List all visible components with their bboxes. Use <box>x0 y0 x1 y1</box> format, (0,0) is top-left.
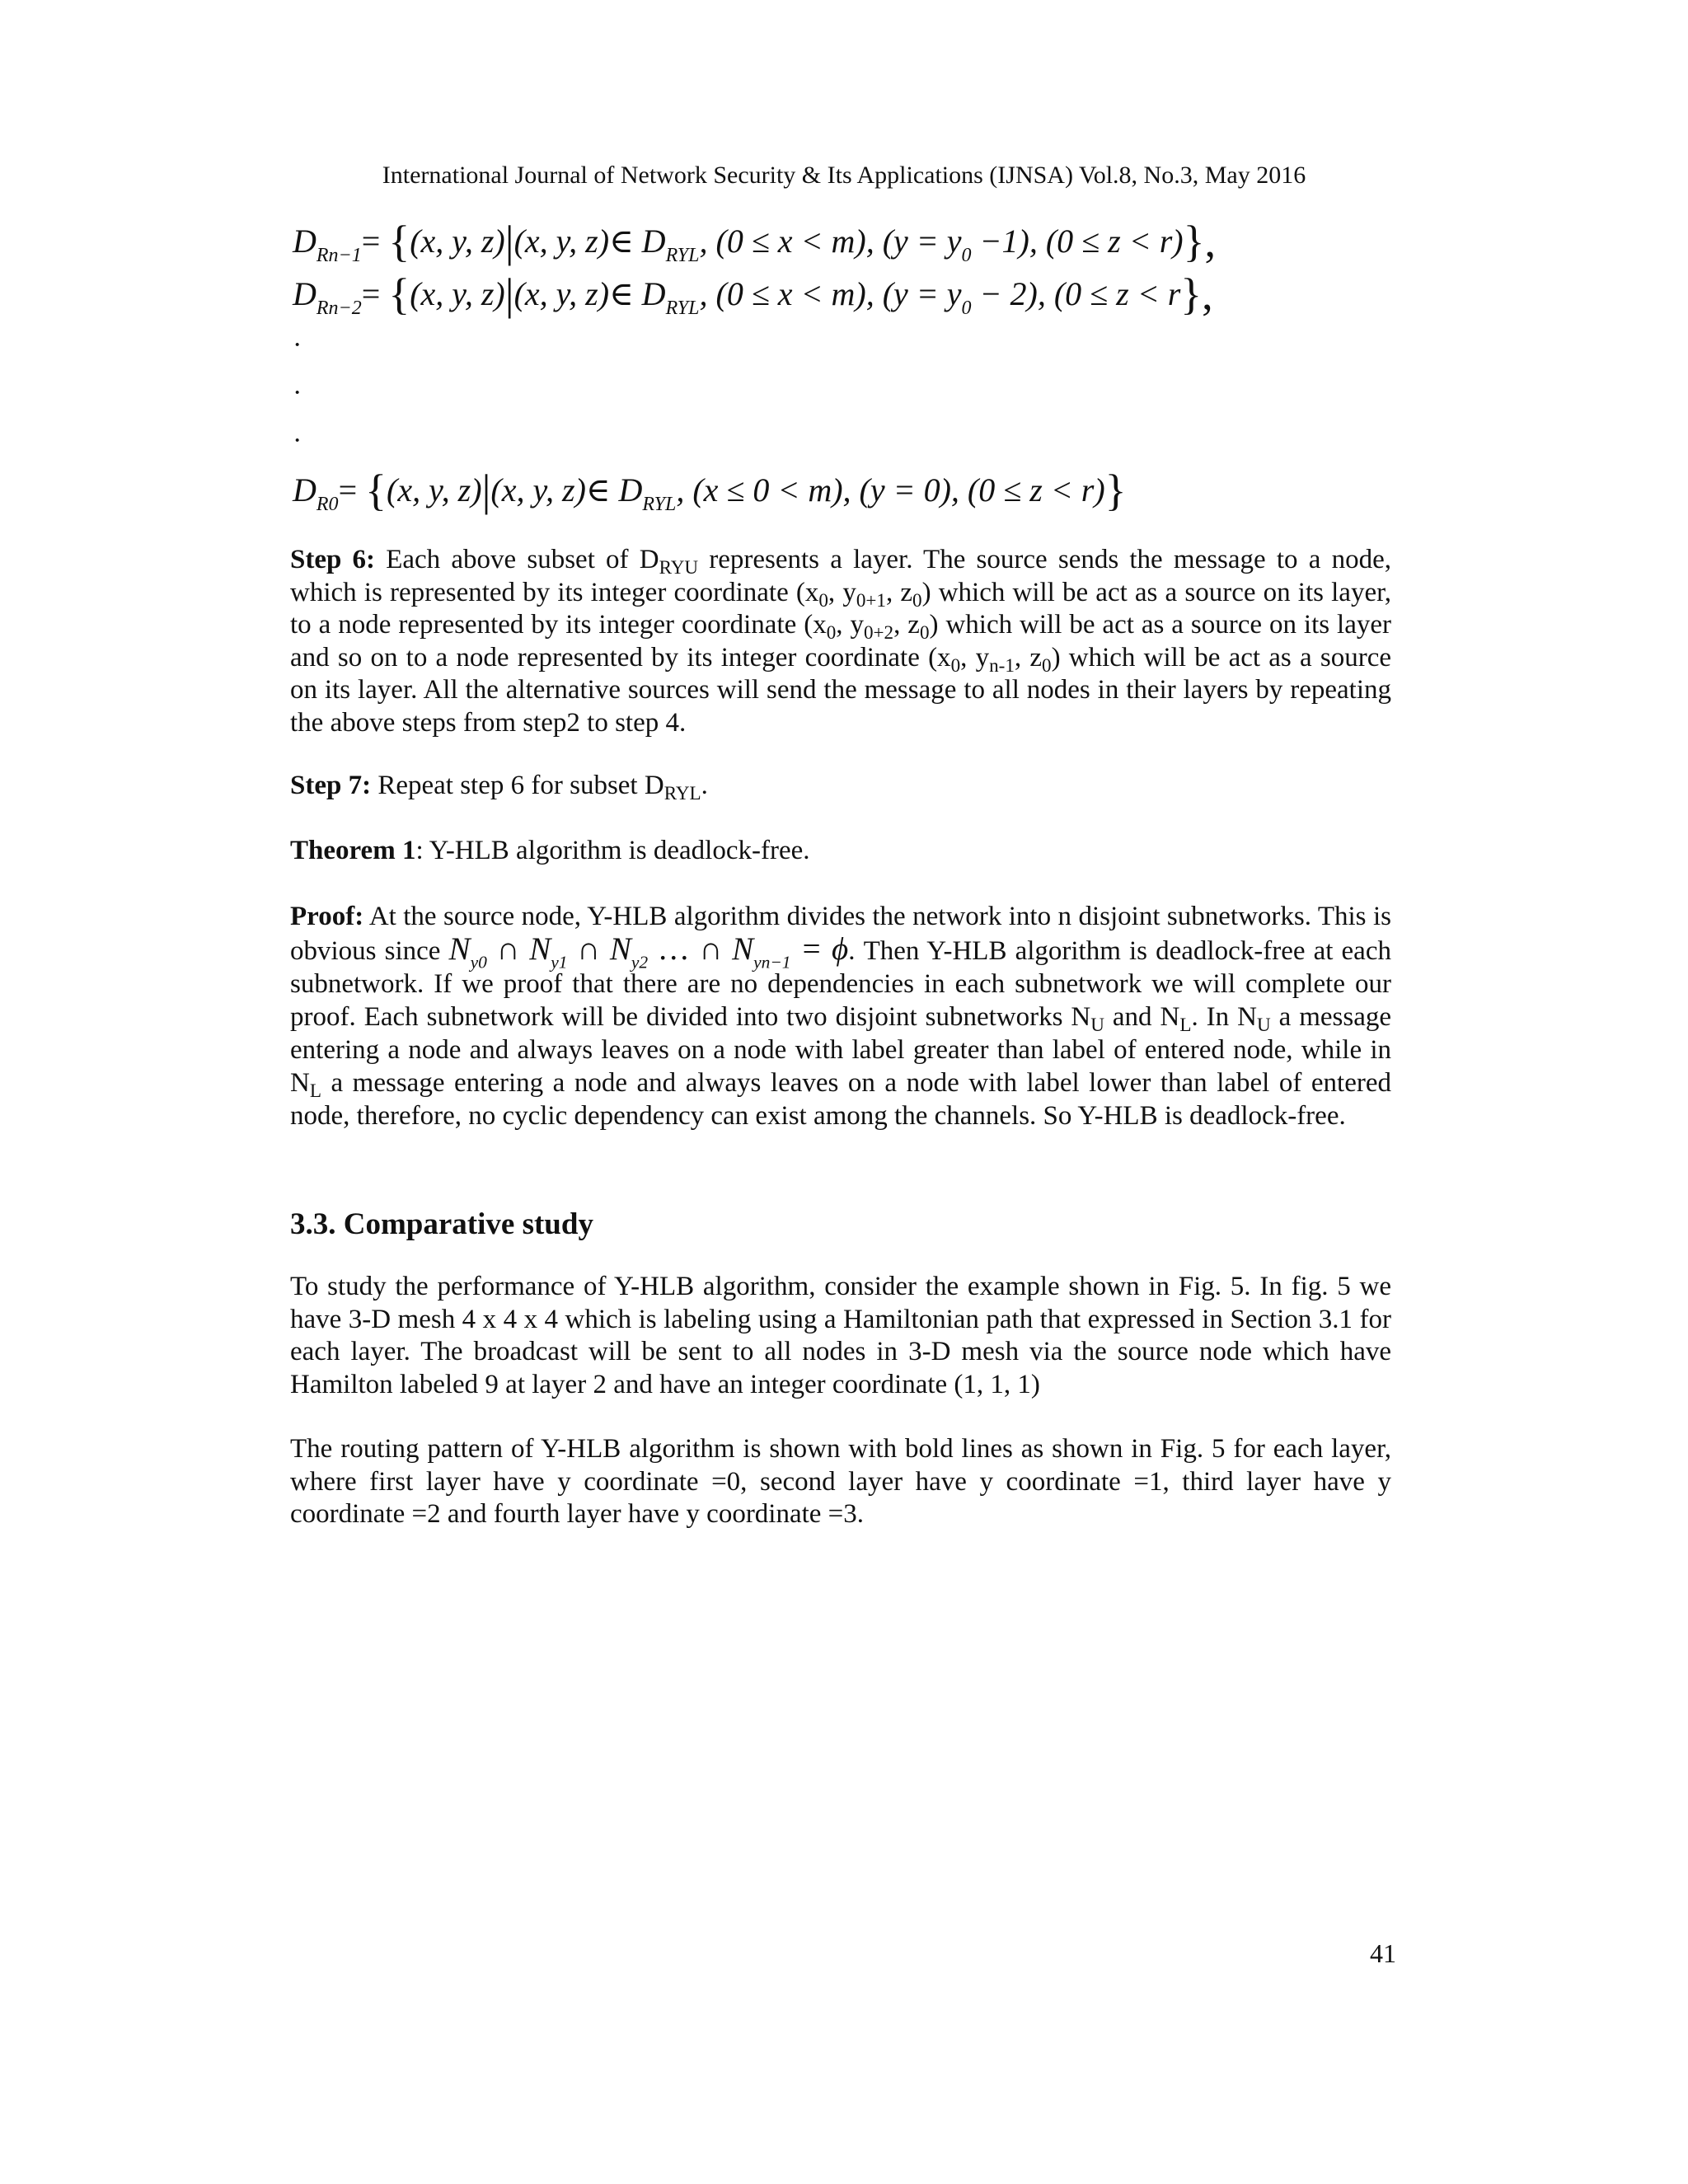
comparative-study-paragraph-1: To study the performance of Y-HLB algorithm, consider the example shown in Fig. 5. In fig. 5 we have 3-D mesh 4 x 4 x 4 which is labeling using a Hamiltonian path that expressed in Section 3.1 for each layer. The broadcast will be sent to all nodes in 3-D mesh via the source node which have Hamilton labeled 9 at layer 2 and have an integer coordinate (1, 1, 1) <box>290 1272 1391 1399</box>
eq-symbol: N <box>609 931 631 967</box>
eq-subscript: Rn−2 <box>316 297 362 319</box>
text-run: ) which will be act as a source on its layer, to a node represented by its integer coordinate (x <box>290 577 1392 640</box>
eq-subscript: RYL <box>665 244 700 266</box>
eq-symbol: D <box>293 471 316 509</box>
eq-tuple: (x, y, z) <box>387 471 482 509</box>
subscript: y1 <box>551 952 568 972</box>
eq-subscript: 0 <box>961 244 972 266</box>
eq-open-brace: { <box>388 217 410 266</box>
step-7-paragraph <box>290 770 1391 803</box>
vertical-ellipsis-dot: · <box>293 377 302 408</box>
step-7-label: Step 7: <box>290 771 372 800</box>
subscript: y2 <box>631 952 649 972</box>
eq-symbol: N <box>448 931 471 967</box>
eq-conditions: , (x ≤ 0 < m), (y = 0), (0 ≤ z < r) <box>676 471 1105 509</box>
subscript: 0 <box>919 621 930 643</box>
text-run: : Y-HLB algorithm is deadlock-free. <box>415 836 810 865</box>
page-number: 41 <box>1370 1938 1396 1968</box>
text-run: , y <box>836 610 864 640</box>
eq-tuple: (x, y, z) <box>410 223 505 260</box>
text-run: Repeat step 6 for subset D <box>371 771 664 800</box>
subscript: 0+1 <box>856 588 886 611</box>
text-run: , z <box>893 610 920 640</box>
subscript: 0 <box>1042 654 1052 676</box>
subscript: 0 <box>826 621 837 643</box>
eq-symbol: D <box>293 275 316 312</box>
eq-equals: = <box>361 223 389 260</box>
subscript: L <box>1179 1013 1192 1035</box>
text-run: , y <box>828 577 856 607</box>
subscript: 0 <box>818 588 828 611</box>
text-run: , y <box>960 642 990 673</box>
subscript: RYU <box>659 555 699 578</box>
proof-paragraph <box>290 900 1391 1132</box>
text-run: ) which will be act as a source on its layer and so on to a node represented by its integer coordinate (x <box>290 610 1391 673</box>
comparative-study-paragraph-2: The routing pattern of Y-HLB algorithm is shown with bold lines as shown in Fig. 5 for each layer, where first layer have y coordinate =0, second layer have y coordinate =1, third layer have y coordinate =2 and fourth layer have y coordinate =3. <box>290 1434 1391 1529</box>
eq-subscript: R0 <box>316 493 339 515</box>
eq-bar: | <box>504 217 514 266</box>
subscript: L <box>309 1079 321 1101</box>
eq-conditions: , (0 ≤ x < m), (y = y <box>699 223 962 260</box>
eq-close-brace: }, <box>1180 269 1213 319</box>
text-run: At the source node, Y-HLB algorithm divides the network into n disjoint subnetworks. This is obvious since <box>290 902 1391 966</box>
text-run: a message entering a node and always leaves on a node with label lower than label of entered node, therefore, no cyclic dependency can exist among the channels. So Y-HLB is deadlock-free. <box>290 1068 1391 1131</box>
step-6-label: Step 6: <box>290 545 376 574</box>
subscript: U <box>1256 1013 1271 1035</box>
text-run: , z <box>885 577 913 607</box>
eq-close-brace: } <box>1104 466 1127 515</box>
text-run: and N <box>1104 1002 1180 1032</box>
step-6-paragraph <box>290 544 1391 739</box>
running-header: International Journal of Network Security & Its Applications (IJNSA) Vol.8, No.3, May 2016 <box>382 162 1306 189</box>
eq-conditions-tail: − 2), (0 ≤ z < r <box>971 275 1181 312</box>
eq-subscript: RYL <box>665 297 700 319</box>
eq-conditions-tail: −1), (0 ≤ z < r) <box>971 223 1184 260</box>
equation-d-rn-2 <box>293 269 1213 319</box>
eq-bar: | <box>481 466 491 515</box>
eq-close-brace: }, <box>1183 217 1216 266</box>
proof-label: Proof: <box>290 902 364 931</box>
eq-bar: | <box>504 269 514 319</box>
eq-conditions: , (0 ≤ x < m), (y = y <box>699 275 962 312</box>
eq-subscript: RYL <box>642 493 677 515</box>
subscript: U <box>1090 1013 1104 1035</box>
eq-equals: = <box>338 471 366 509</box>
text-run: , z <box>1014 642 1043 673</box>
eq-membership: (x, y, z)∈ D <box>513 223 666 260</box>
subscript: y0 <box>470 952 487 972</box>
eq-open-brace: { <box>388 269 410 319</box>
text-run: . In N <box>1191 1002 1257 1032</box>
eq-operator: … ∩ <box>648 931 733 967</box>
equation-d-r0 <box>293 468 1127 513</box>
theorem-1-paragraph <box>290 835 1391 868</box>
eq-tuple: (x, y, z) <box>410 275 505 312</box>
subscript: RYL <box>663 781 701 804</box>
vertical-ellipsis-dot: · <box>293 330 302 360</box>
subscript: 0 <box>912 588 922 611</box>
eq-open-brace: { <box>365 466 387 515</box>
subscript: 0+2 <box>863 621 894 643</box>
text-run: a message entering a node and always leaves on a node with label greater than label of entered node, while in N <box>290 1002 1391 1098</box>
eq-equals: = <box>361 275 389 312</box>
eq-subscript: Rn−1 <box>316 244 362 266</box>
eq-operator: ∩ <box>486 931 530 967</box>
eq-subscript: 0 <box>961 297 972 319</box>
eq-symbol: N <box>529 931 551 967</box>
text-run: represents a layer. The source sends the message to a node, which is represented by its integer coordinate (x <box>290 545 1391 607</box>
text-run: Each above subset of D <box>375 545 659 574</box>
inline-intersection-equation <box>448 931 849 972</box>
subscript: 0 <box>950 654 961 676</box>
subscript: yn−1 <box>753 952 791 972</box>
text-run: ) which will be act as a source on its layer. All the alternative sources will send the message to all nodes in their layers by repeating the above steps from step2 to step 4. <box>290 642 1391 738</box>
eq-operator: ∩ <box>567 931 610 967</box>
vertical-ellipsis-dot: · <box>293 425 302 456</box>
section-heading: 3.3. Comparative study <box>290 1207 593 1241</box>
eq-membership: (x, y, z)∈ D <box>513 275 666 312</box>
equation-d-rn-1 <box>293 219 1216 264</box>
eq-symbol: N <box>732 931 754 967</box>
theorem-label: Theorem 1 <box>290 836 416 865</box>
text-run: . Then Y-HLB algorithm is deadlock-free at each subnetwork. If we proof that there are no dependencies in each subnetwork we will complete our proof. Each subnetwork will be divided into two disjoint subnetworks N <box>290 936 1391 1032</box>
eq-symbol: D <box>293 223 316 260</box>
eq-membership: (x, y, z)∈ D <box>490 471 643 509</box>
eq-empty-set: = ϕ <box>790 931 849 967</box>
text-run: . <box>701 771 708 800</box>
subscript: n-1 <box>989 654 1015 676</box>
